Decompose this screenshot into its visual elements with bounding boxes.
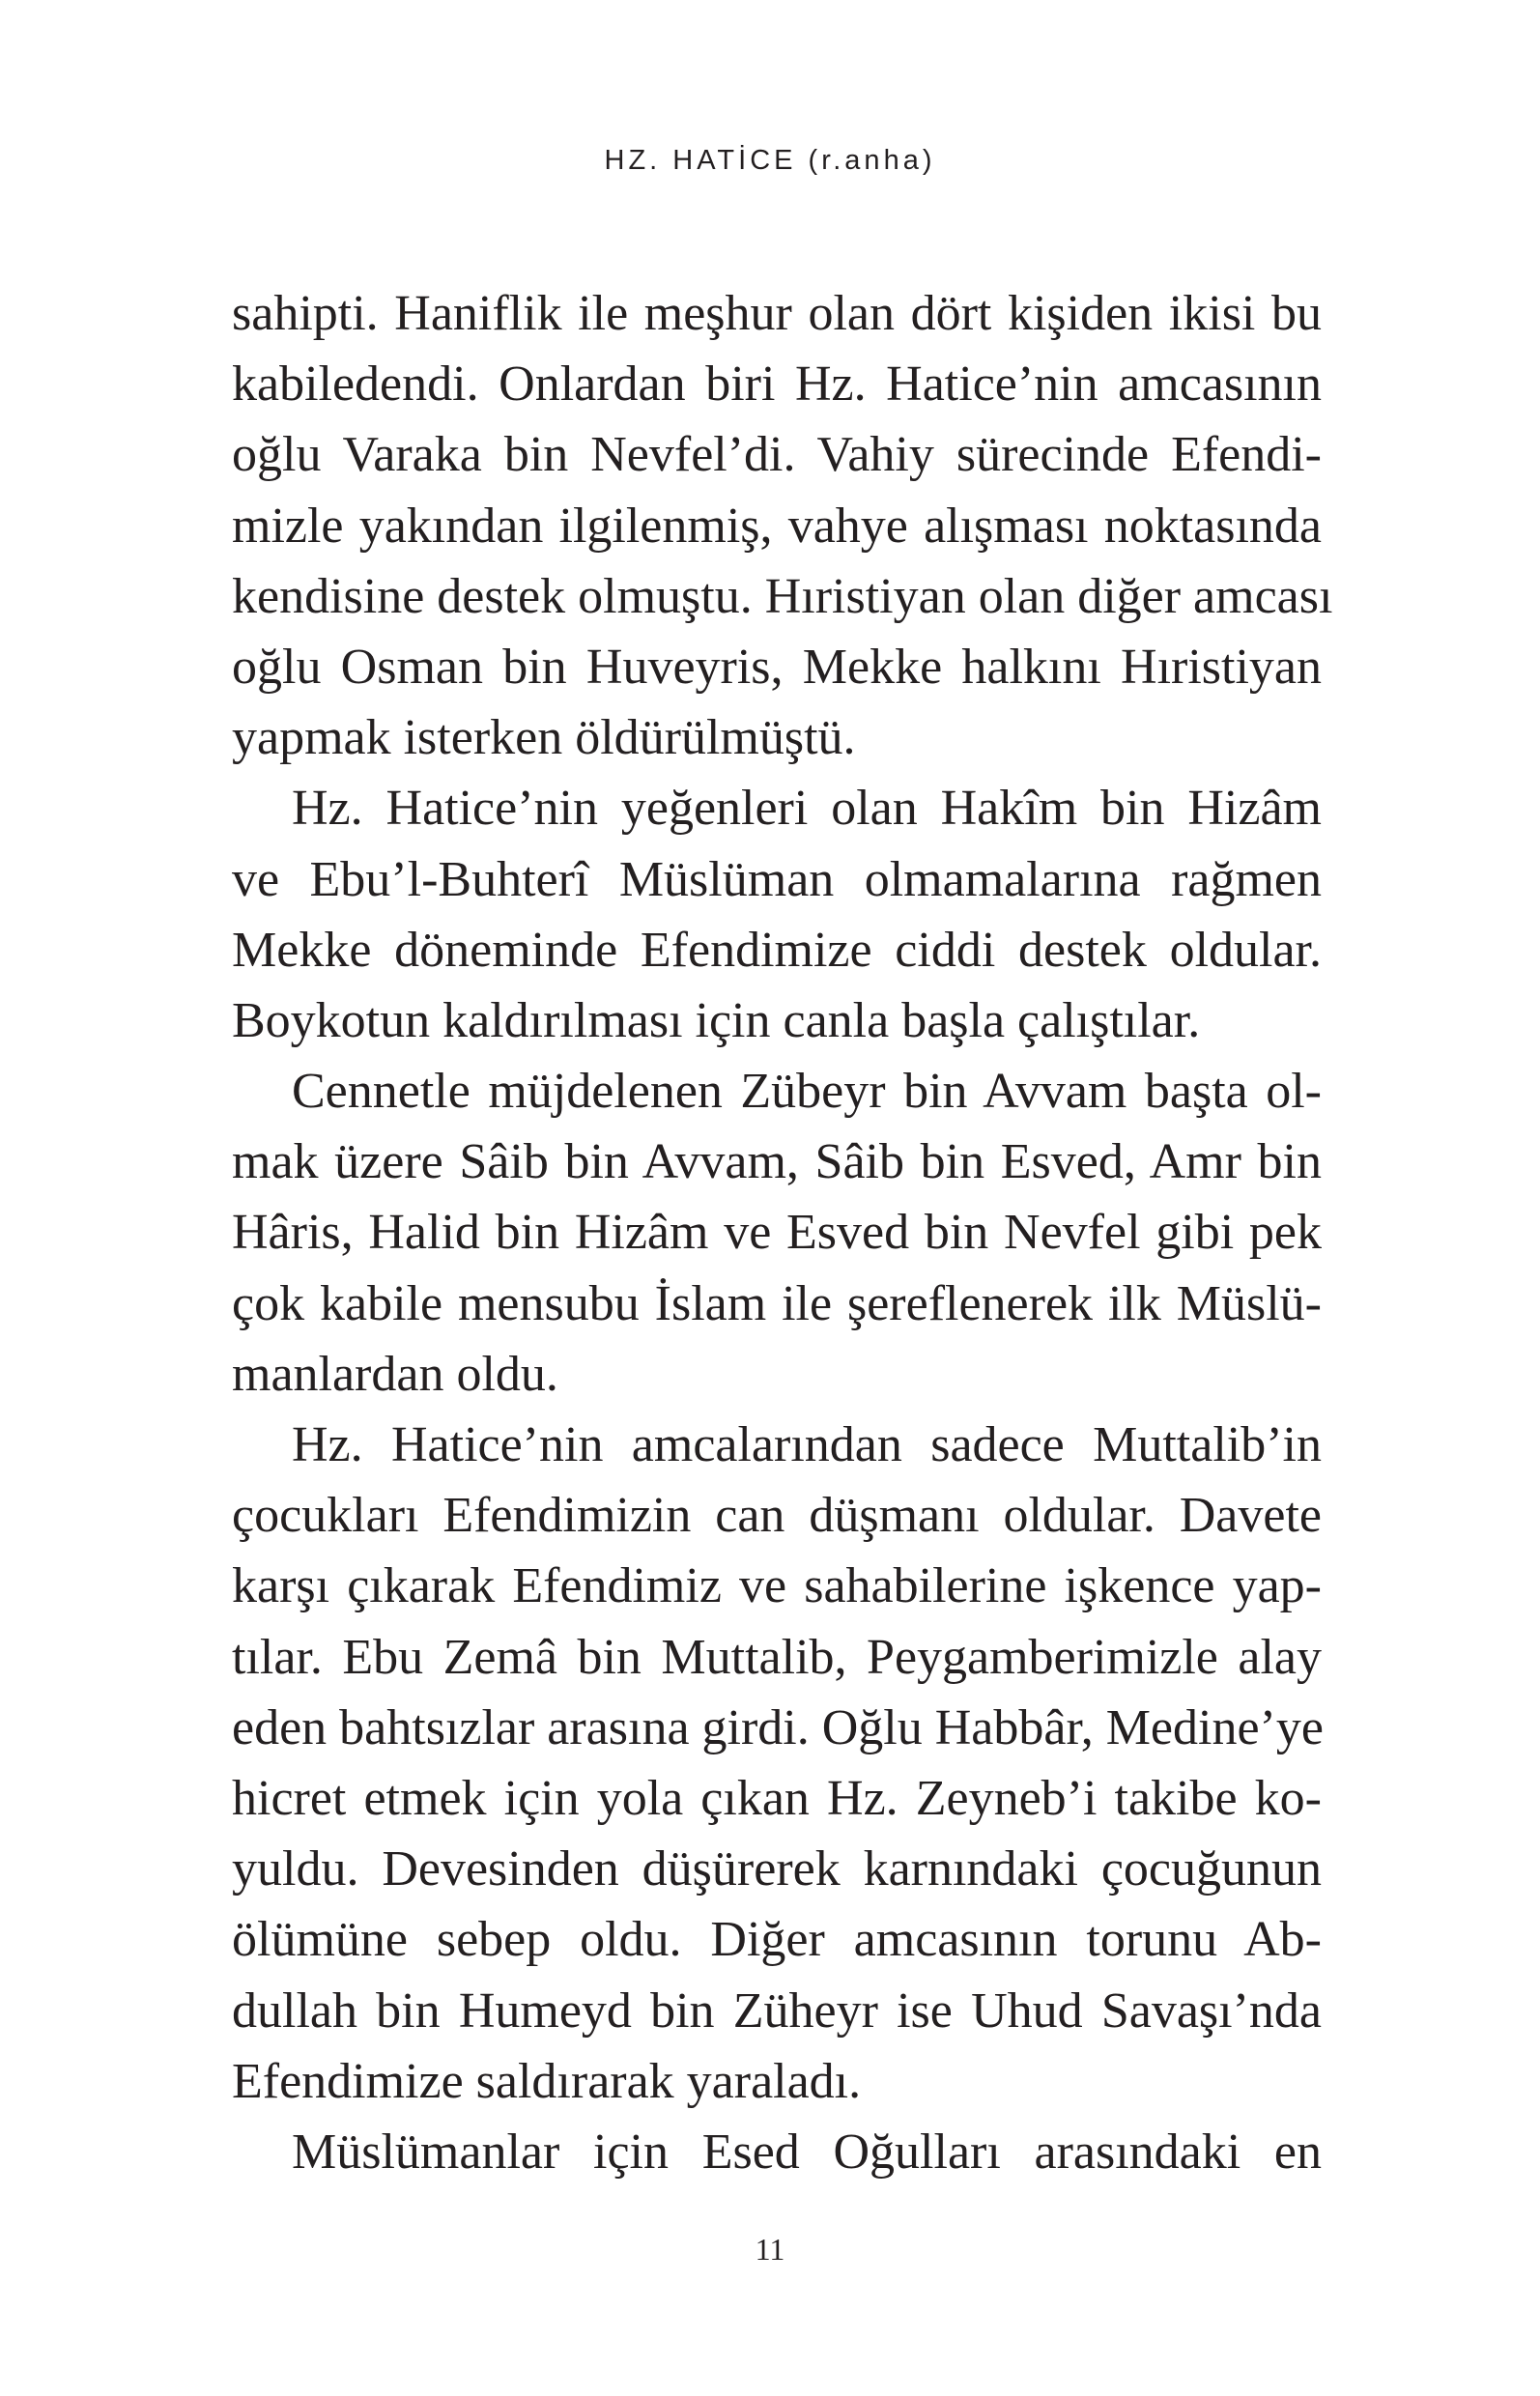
text-line: Müslümanlar için Esed Oğulları arasındaki en — [292, 2124, 1322, 2180]
text-line: yuldu. Devesinden düşürerek karnındaki çocuğunun — [232, 1841, 1322, 1897]
body-text — [232, 278, 1333, 2187]
text-line: karşı çıkarak Efendimiz ve sahabilerine işkence yap- — [232, 1558, 1322, 1614]
text-line: ve Ebu’l-Buhterî Müslüman olmamalarına rağmen — [232, 851, 1322, 907]
text-line: Mekke döneminde Efendimize ciddi destek oldular. — [232, 922, 1322, 978]
text-line: Cennetle müjdelenen Zübeyr bin Avvam başta ol- — [292, 1064, 1322, 1120]
text-line: kendisine destek olmuştu. Hıristiyan olan diğer amcası — [232, 568, 1333, 624]
text-line: Efendimize saldırarak yaraladı. — [232, 2053, 862, 2109]
text-line: dullah bin Humeyd bin Züheyr ise Uhud Savaşı’nda — [232, 1982, 1322, 2039]
text-line: manlardan oldu. — [232, 1346, 558, 1402]
text-line: oğlu Osman bin Huveyris, Mekke halkını Hıristiyan — [232, 639, 1322, 695]
text-line: Hz. Hatice’nin amcalarından sadece Muttalib’in — [292, 1417, 1322, 1472]
text-line: tılar. Ebu Zemâ bin Muttalib, Peygamberimizle alay — [232, 1629, 1322, 1685]
text-line: hicret etmek için yola çıkan Hz. Zeyneb’i takibe ko- — [232, 1770, 1322, 1826]
text-line: ölümüne sebep oldu. Diğer amcasının torunu Ab- — [232, 1912, 1322, 1968]
text-line: Hz. Hatice’nin yeğenleri olan Hakîm bin Hizâm — [292, 781, 1322, 837]
text-line: çok kabile mensubu İslam ile şereflenerek ilk Müslü- — [232, 1275, 1322, 1331]
text-line: Hâris, Halid bin Hizâm ve Esved bin Nevfel gibi pek — [232, 1205, 1322, 1261]
running-header: HZ. HATİCE (r.anha) — [604, 145, 936, 176]
text-line: eden bahtsızlar arasına girdi. Oğlu Habbâr, Medine’ye — [232, 1699, 1324, 1755]
text-line: mizle yakından ilgilenmiş, vahye alışması noktasında — [232, 498, 1322, 554]
text-line: çocukları Efendimizin can düşmanı oldular. Davete — [232, 1488, 1322, 1544]
text-line: sahipti. Haniflik ile meşhur olan dört kişiden ikisi bu — [232, 286, 1322, 341]
text-line: oğlu Varaka bin Nevfel’di. Vahiy sürecinde Efendi- — [232, 427, 1322, 483]
text-line: kabiledendi. Onlardan biri Hz. Hatice’nin amcasının — [232, 357, 1322, 413]
text-line: Boykotun kaldırılması için canla başla çalıştılar. — [232, 992, 1201, 1048]
page-number: 11 — [755, 2232, 785, 2267]
text-line: yapmak isterken öldürülmüştü. — [232, 710, 856, 766]
text-line: mak üzere Sâib bin Avvam, Sâib bin Esved, Amr bin — [232, 1134, 1322, 1190]
